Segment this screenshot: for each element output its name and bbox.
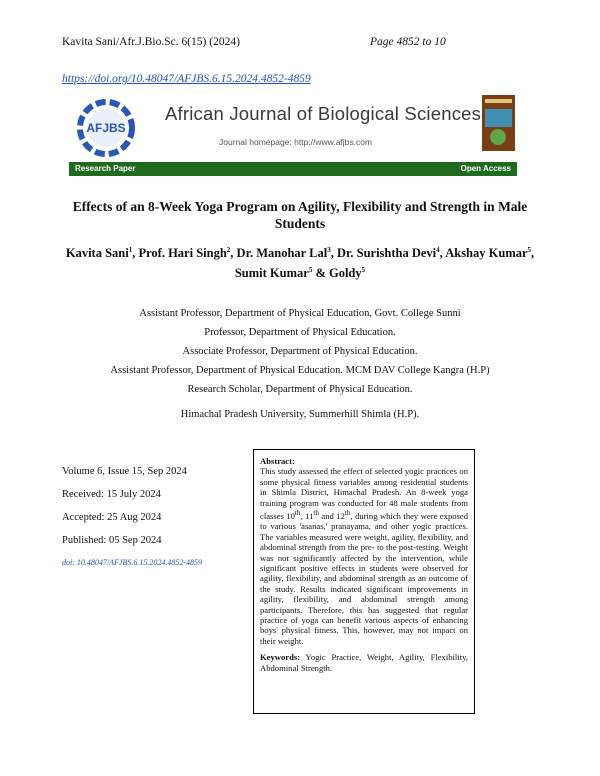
author-name: Goldy <box>328 266 362 281</box>
keywords-text: Yogic Practice, Weight, Agility, Flexibility, Abdominal Strength. <box>260 652 468 673</box>
author-list: Kavita Sani$^1$, Prof. Hari Singh$^2$, Dr. Manohar Lal$^3$, Dr. Surishtha Devi$^4$, Akshay Kumar$^5$, Sumit Kumar$^5$ & Goldy$^5$ <box>65 246 535 281</box>
author-sup: 3 <box>327 246 331 254</box>
abstract-text: This study assessed the effect of selected yogic practices on some physical fitness variables among residential students in Shimla District, Himachal Pradesh. An 8-week yoga training program was conducted for 48 male students from classes 10th, 11th and 12th, during which they were exposed to various 'asanas,' pranayama, and other yogic practices. The variables measured were weight, agility, flexibility, and abdominal strength from the pre- to the post-testing. Weight was not significantly affected by the intervention, while significant positive effects in students were observed for agility, flexibility, and abdominal strength as an outcome of the study. Results indicated significant improvements in agility, flexibility, and abdominal strength among participants. Therefore, this has suggested that regular practice of yoga can benefit various aspects of enhancing boys' physical fitness. This, however, may not impact on their weight. <box>260 466 468 646</box>
journal-banner <box>69 93 517 183</box>
author-name: Akshay Kumar <box>445 246 528 261</box>
affiliation-3: Associate Professor, Department of Physical Education. <box>182 346 418 357</box>
keywords <box>260 652 468 673</box>
logo-text: AFJBS <box>86 121 126 135</box>
affiliation-4: Assistant Professor, Department of Physical Education. MCM DAV College Kangra (H.P) <box>110 365 490 376</box>
author-sup: 1 <box>128 246 133 254</box>
article-doi-link[interactable]: doi: 10.48047/AFJBS.6.15.2024.4852-4859 <box>62 558 202 567</box>
open-access-tag: Open Access <box>460 164 511 173</box>
abstract-label: Abstract: <box>260 456 295 466</box>
keywords-label: Keywords: <box>260 652 301 663</box>
affiliation-5: Research Scholar, Department of Physical Education. <box>187 384 413 395</box>
published-date: Published: 05 Sep 2024 <box>62 535 162 546</box>
banner-bar <box>69 162 517 176</box>
title-line-2: Students <box>274 216 326 231</box>
journal-logo-icon <box>71 99 141 157</box>
received-date: Received: 15 July 2024 <box>62 489 161 500</box>
author-sup: 5 <box>361 266 366 275</box>
author-name: Sumit Kumar <box>234 266 309 281</box>
journal-name: African Journal of Biological Sciences <box>165 103 482 124</box>
paper-title <box>40 198 560 232</box>
affiliation-6: Himachal Pradesh University, Summerhill Shimla (H.P). <box>180 409 420 420</box>
author-name: Dr. Surishtha Devi <box>336 246 437 261</box>
accepted-date: Accepted: 25 Aug 2024 <box>62 512 162 523</box>
affiliation-2: Professor, Department of Physical Education. <box>204 327 396 338</box>
author-sup: 5 <box>527 246 532 254</box>
volume-info: Volume 6, Issue 15, Sep 2024 <box>62 466 187 477</box>
journal-cover-image <box>482 95 515 151</box>
journal-homepage: Journal homepage: http://www.afjbs.com <box>219 137 373 147</box>
running-header-page: Page 4852 to 10 <box>370 36 446 48</box>
doi-link[interactable]: https://doi.org/10.48047/AFJBS.6.15.2024.4852-4859 <box>62 73 311 85</box>
banner-main <box>69 93 517 162</box>
author-sup: 4 <box>436 246 440 254</box>
abstract-box <box>253 449 475 714</box>
research-paper-tag: Research Paper <box>75 164 136 173</box>
author-name: Dr. Manohar Lal <box>236 246 328 261</box>
affiliation-1: Assistant Professor, Department of Physical Education, Govt. College Sunni <box>139 308 461 319</box>
author-name: Kavita Sani <box>65 246 129 261</box>
author-sup: 2 <box>226 246 231 254</box>
author-sup: 5 <box>308 266 313 275</box>
running-header-author: Kavita Sani/Afr.J.Bio.Sc. 6(15) (2024) <box>62 36 240 48</box>
title-line-1: Effects of an 8-Week Yoga Program on Agility, Flexibility and Strength in Male <box>72 199 528 214</box>
author-name: Prof. Hari Singh <box>138 246 227 261</box>
